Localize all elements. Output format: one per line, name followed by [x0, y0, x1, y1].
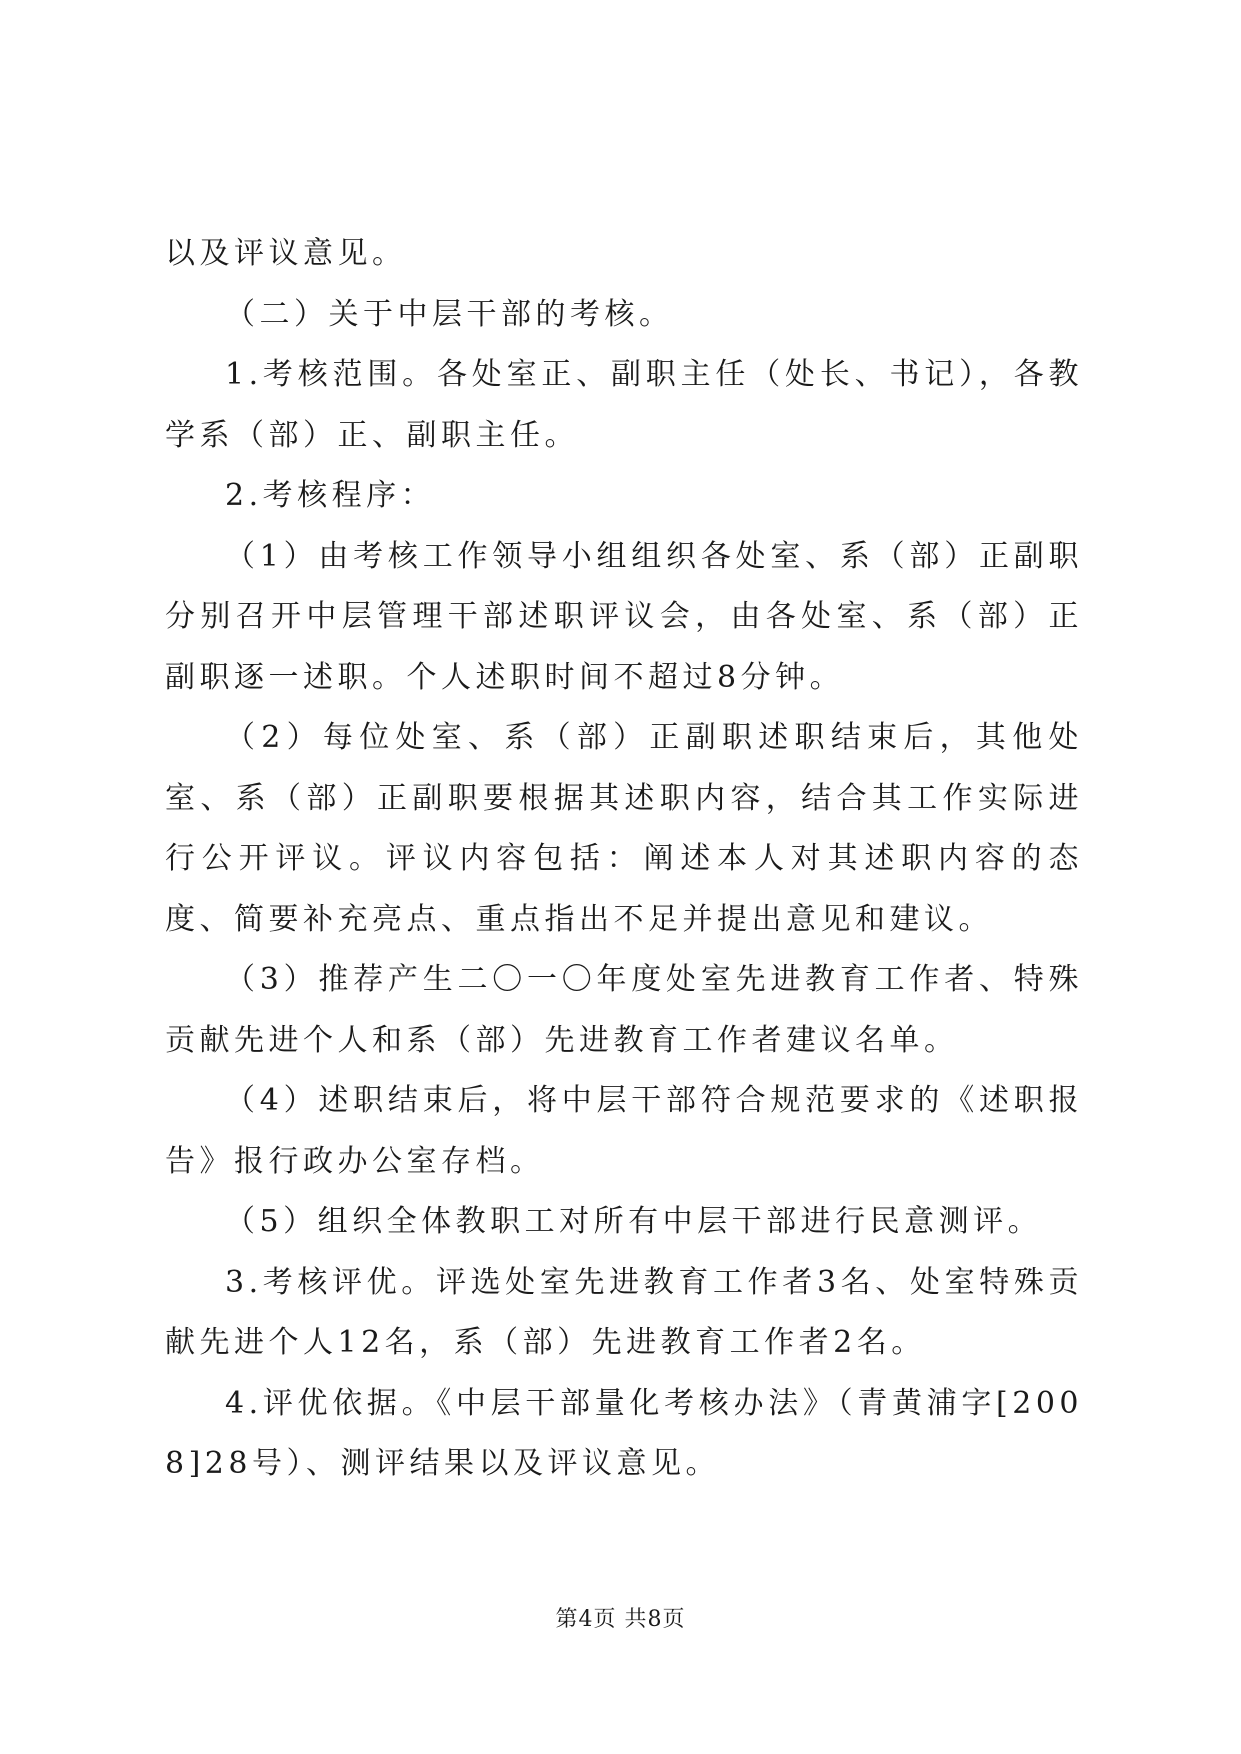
paragraph-assessment-scope: 1.考核范围。各处室正、副职主任（处长、书记），各教学系（部）正、副职主任。 — [165, 357, 1083, 453]
paragraph-assessment-awards: 3.考核评优。评选处室先进教育工作者3名、处室特殊贡献先进个人12名，系（部）先进教育工作者2名。 — [165, 1264, 1083, 1360]
section-heading-middle-cadre-assessment: （二）关于中层干部的考核。 — [225, 296, 674, 332]
document-body — [165, 224, 1083, 1495]
paragraph-procedure-step-5: （5）组织全体教职工对所有中层干部进行民意测评。 — [225, 1204, 1043, 1239]
paragraph-continuation: 以及评议意见。 — [165, 236, 407, 271]
page-number-footer: 第4页 共8页 — [555, 1607, 686, 1632]
paragraph-procedure-step-2: （2）每位处室、系（部）正副职述职结束后，其他处室、系（部）正副职要根据其述职内容，结合其工作实际进行公开评议。评议内容包括：阐述本人对其述职内容的态度、简要补充亮点、重点指出不足并提出意见和建议。 — [165, 720, 1083, 937]
paragraph-assessment-procedure-heading: 2.考核程序： — [225, 478, 436, 513]
paragraph-procedure-step-1: （1）由考核工作领导小组组织各处室、系（部）正副职分别召开中层管理干部述职评议会，由各处室、系（部）正副职逐一述职。个人述职时间不超过8分钟。 — [165, 538, 1083, 695]
paragraph-award-basis: 4.评优依据。《中层干部量化考核办法》（青黄浦字[2008]28号）、测评结果以及评议意见。 — [165, 1385, 1083, 1481]
paragraph-procedure-step-4: （4）述职结束后，将中层干部符合规范要求的《述职报告》报行政办公室存档。 — [165, 1083, 1083, 1179]
paragraph-procedure-step-3: （3）推荐产生二〇一〇年度处室先进教育工作者、特殊贡献先进个人和系（部）先进教育工作者建议名单。 — [165, 962, 1083, 1058]
